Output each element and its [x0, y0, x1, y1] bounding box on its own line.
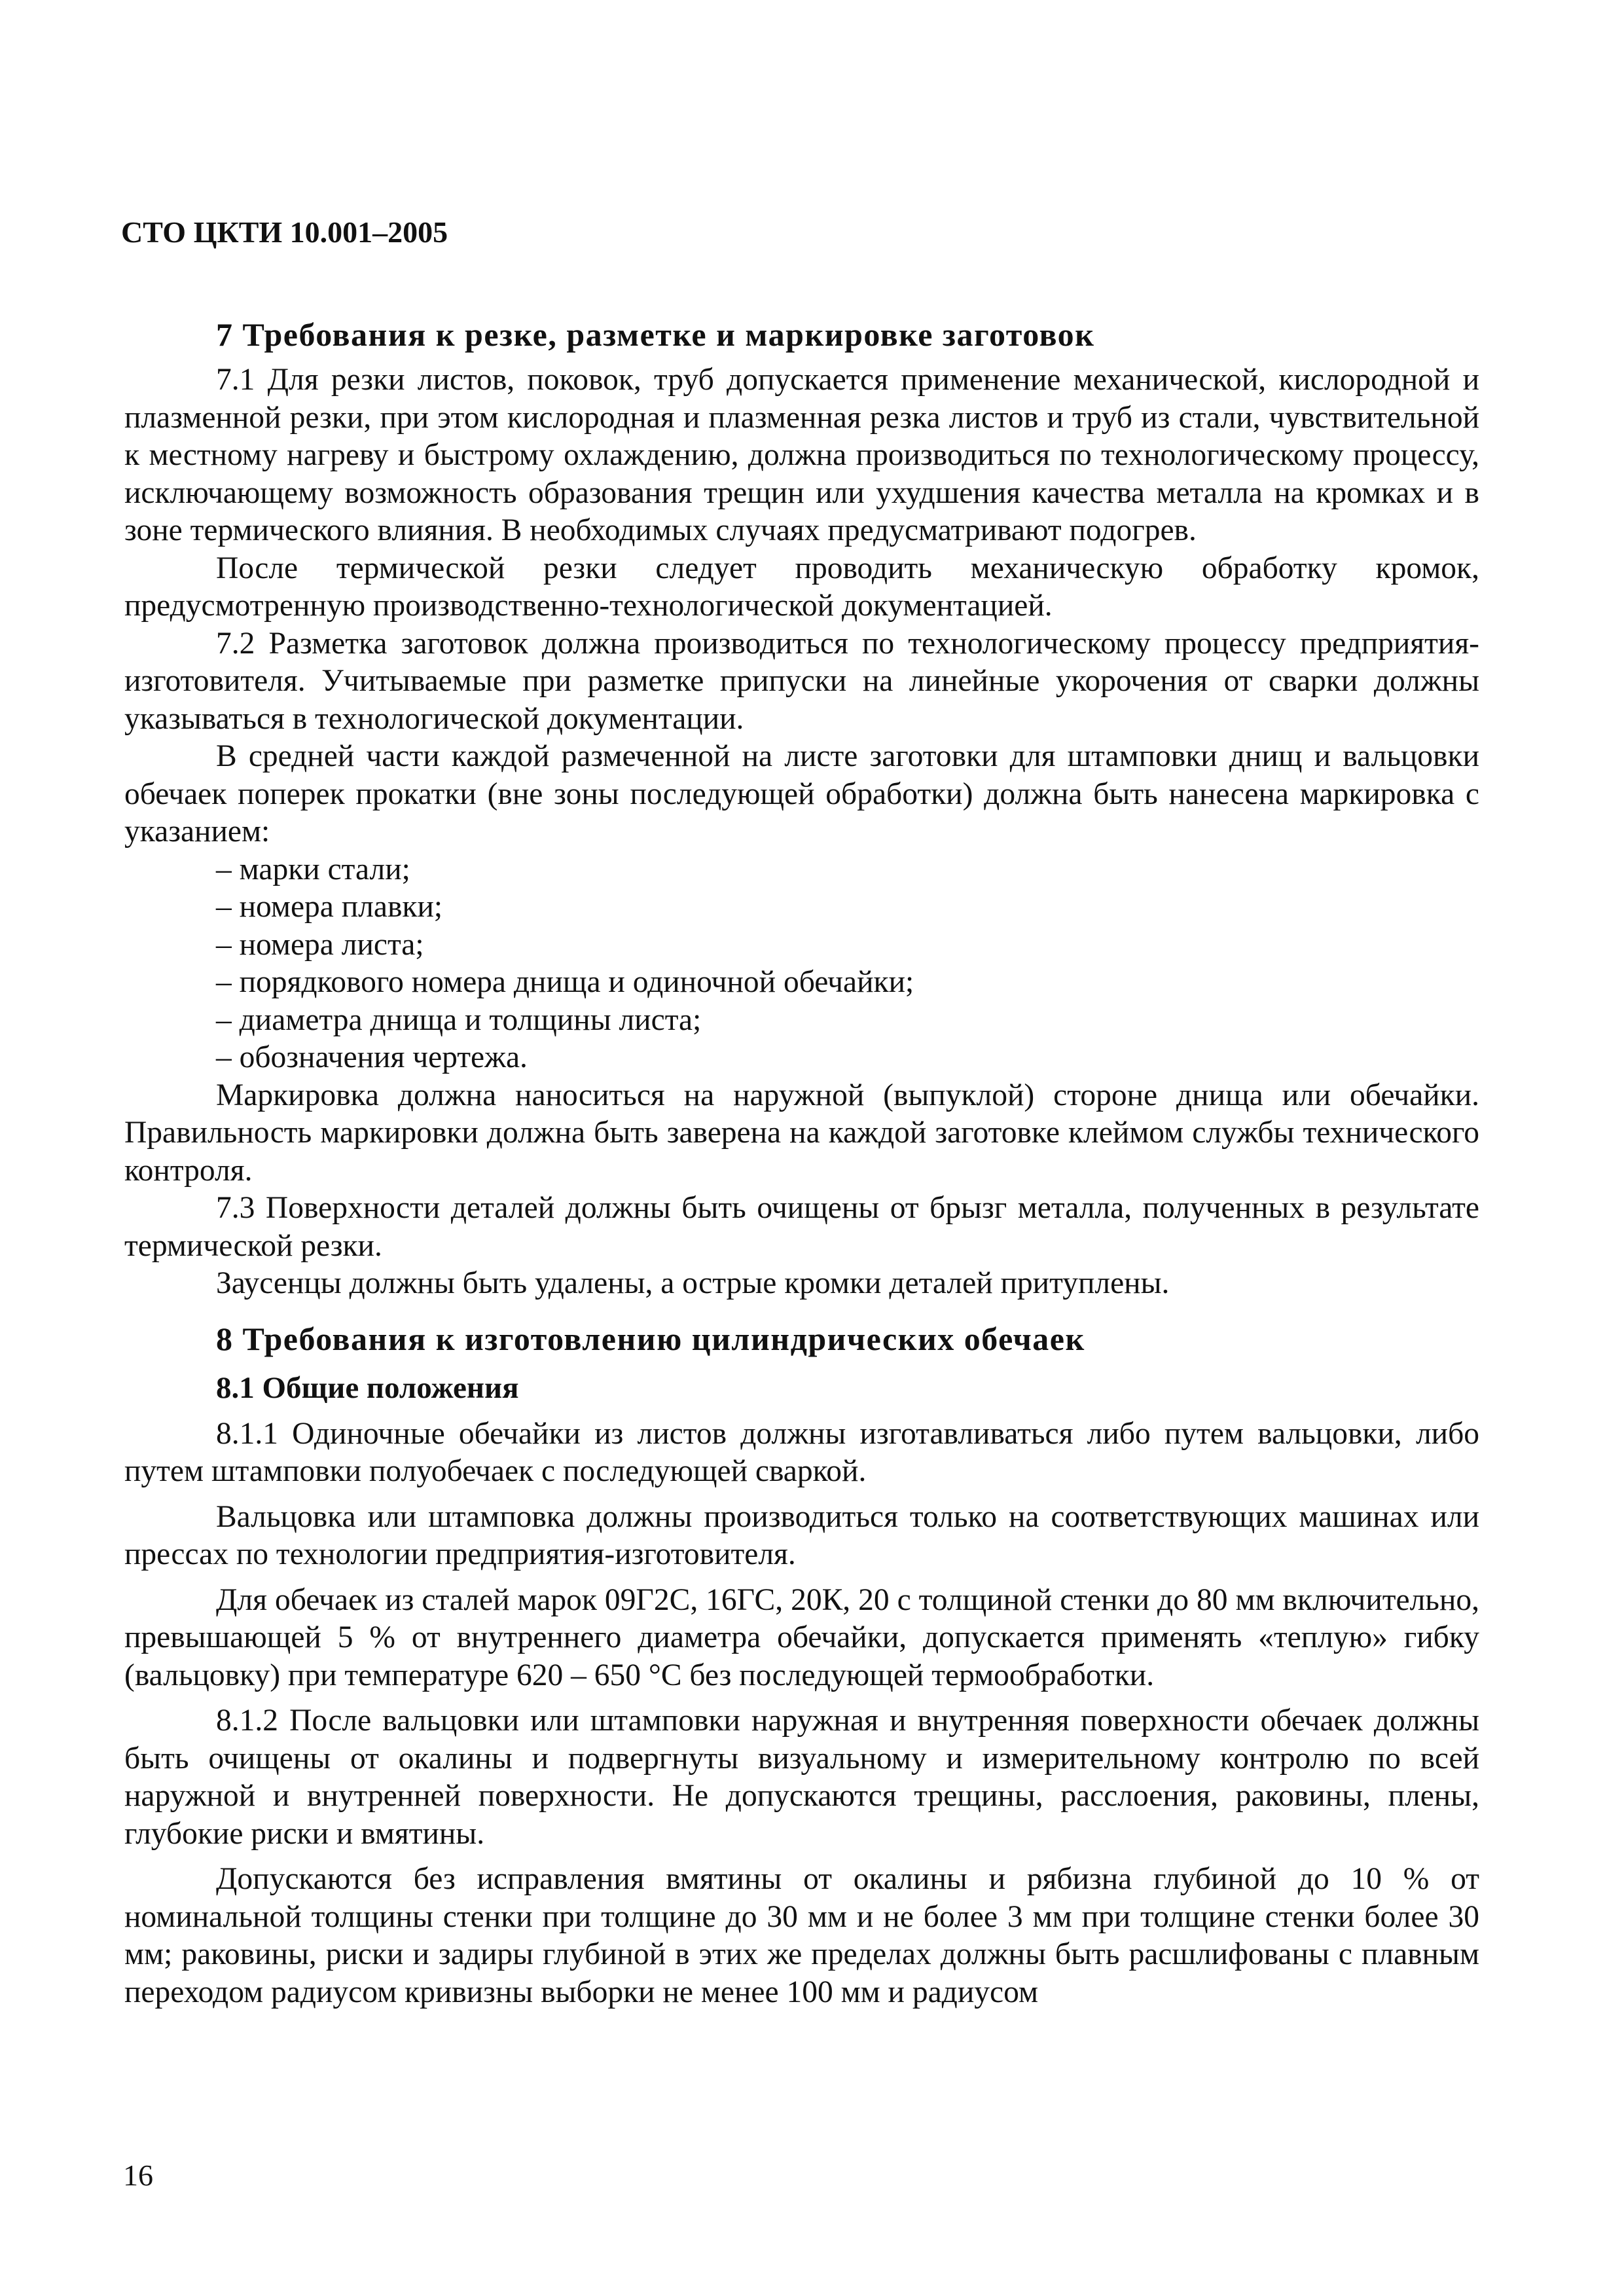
section-7-heading: 7 Требования к резке, разметке и маркировке заготовок — [216, 316, 1095, 353]
paragraph-7-1: 7.1 Для резки листов, поковок, труб допускается применение механической, кислородной и плазменной резки, при этом кислородная и плазменная резка листов и труб из стали, чувствительной к местному нагреву и быстрому охлаждению, должна производиться по технологическому процессу, исключающему возможность образования трещин или ухудшения качества металла на кромках и в зоне термического влияния. В необходимых случаях предусматривают подогрев. — [124, 363, 1479, 547]
page-number: 16 — [123, 2159, 153, 2192]
paragraph-8-1-1: 8.1.1 Одиночные обечайки из листов должны изготавливаться либо путем вальцовки, либо путем штамповки полуобечаек с последующей сваркой. — [124, 1416, 1479, 1488]
page-content — [124, 313, 1479, 2011]
paragraph-warm-bending: Для обечаек из сталей марок 09Г2С, 16ГС, 20К, 20 с толщиной стенки до 80 мм включительно, превышающей 5 % от внутреннего диаметра обечайки, допускается применять «теплую» гибку (вальцовку) при температуре 620 – 650 °С без последующей термообработки. — [124, 1582, 1479, 1692]
paragraph-7-3: 7.3 Поверхности деталей должны быть очищены от брызг металла, полученных в результате термической резки. — [124, 1191, 1479, 1263]
paragraph-thermal-cutting: После термической резки следует проводить механическую обработку кромок, предусмотренную производственно-технологической документацией. — [124, 551, 1479, 623]
list-item-sheet-number: – номера листа; — [216, 927, 424, 962]
paragraph-rolling-stamping: Вальцовка или штамповка должны производиться только на соответствующих машинах или прессах по технологии предприятия-изготовителя. — [124, 1499, 1479, 1571]
paragraph-7-2: 7.2 Разметка заготовок должна производиться по технологическому процессу предприятия-изготовителя. Учитываемые при разметке припуски на линейные укорочения от сварки должны указываться в технологической документации. — [124, 626, 1479, 736]
list-item-steel-grade: – марки стали; — [216, 852, 410, 886]
list-item-heat-number: – номера плавки; — [216, 890, 443, 924]
paragraph-burrs: Заусенцы должны быть удалены, а острые кромки деталей притуплены. — [216, 1266, 1170, 1300]
paragraph-marking-intro: В средней части каждой размеченной на листе заготовки для штамповки днищ и вальцовки обечаек поперек прокатки (вне зоны последующей обработки) должна быть нанесена маркировка с указанием: — [124, 739, 1479, 848]
paragraph-allowed-defects: Допускаются без исправления вмятины от окалины и рябизна глубиной до 10 % от номинальной толщины стенки при толщине до 30 мм и не более 3 мм при толщине стенки более 30 мм; раковины, риски и задиры глубиной в этих же пределах должны быть расшлифованы с плавным переходом радиусом кривизны выборки не менее 100 мм и радиусом — [124, 1862, 1479, 2009]
document-code-header: СТО ЦКТИ 10.001–2005 — [121, 215, 448, 249]
paragraph-marking-side: Маркировка должна наноситься на наружной (выпуклой) стороне днища или обечайки. Правильность маркировки должна быть заверена на каждой заготовке клеймом службы технического контроля. — [124, 1078, 1479, 1188]
list-item-serial-number: – порядкового номера днища и одиночной обечайки; — [216, 965, 914, 999]
list-item-drawing-designation: – обозначения чертежа. — [216, 1040, 528, 1074]
subsection-8-1-heading: 8.1 Общие положения — [216, 1370, 519, 1405]
list-item-diameter-thickness: – диаметра днища и толщины листа; — [216, 1002, 702, 1037]
section-8-heading: 8 Требования к изготовлению цилиндрических обечаек — [216, 1320, 1085, 1357]
paragraph-8-1-2: 8.1.2 После вальцовки или штамповки наружная и внутренняя поверхности обечаек должны быть очищены от окалины и подвергнуты визуальному и измерительному контролю по всей наружной и внутренней поверхности. Не допускаются трещины, расслоения, раковины, плены, глубокие риски и вмятины. — [124, 1704, 1479, 1851]
